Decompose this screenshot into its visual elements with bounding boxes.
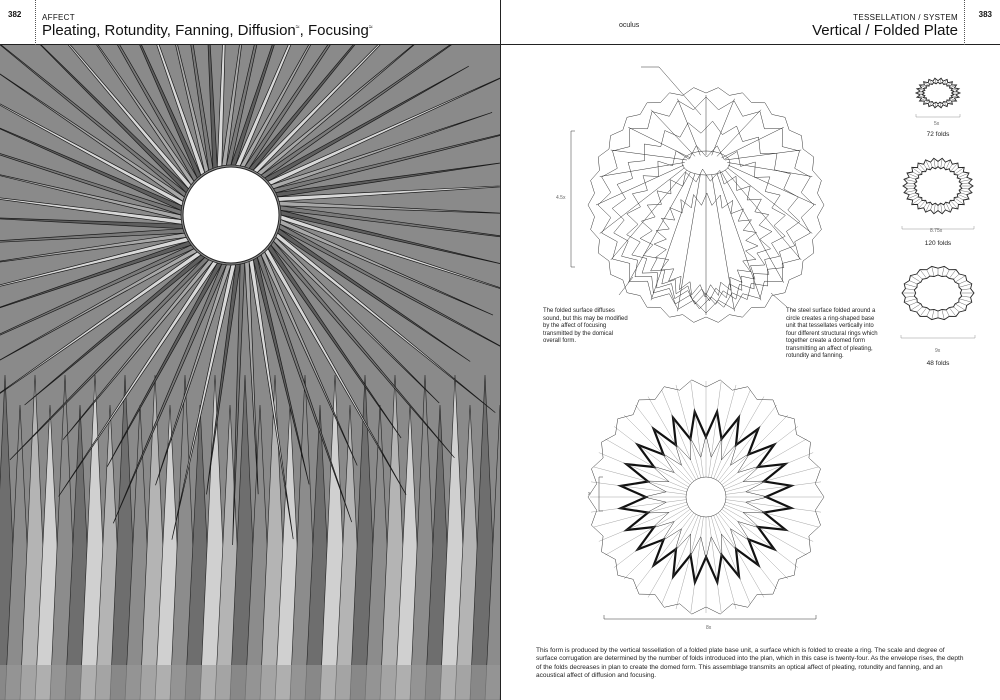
wave-icon: ≈ bbox=[368, 24, 373, 31]
wave-icon: ≈ bbox=[295, 24, 300, 31]
ring-1-caption: 72 folds bbox=[926, 131, 950, 138]
page-number-left: 382 bbox=[8, 10, 22, 19]
dome-drawings bbox=[501, 45, 1000, 700]
right-header bbox=[501, 0, 1000, 45]
plan-side-dimension: x bbox=[588, 491, 591, 497]
ring-3-dimension: 9x bbox=[935, 348, 941, 354]
page-number-right: 383 bbox=[978, 10, 992, 19]
title-part-2: , Focusing bbox=[299, 22, 369, 39]
diffusion-note: The folded surface diffuses sound, but this may be modified by the affect of focusing transmitted by the domical overall form. bbox=[543, 308, 628, 344]
section-label-left: AFFECT bbox=[42, 13, 75, 22]
ring-1-dimension: 5x bbox=[934, 121, 940, 127]
height-dimension: 4.5x bbox=[556, 195, 566, 201]
page-title-left bbox=[42, 22, 373, 39]
right-page bbox=[500, 0, 1000, 700]
plan-bottom-dimension: 8x bbox=[706, 625, 712, 631]
dome-interior-photo bbox=[0, 45, 500, 700]
ring-3-caption: 48 folds bbox=[926, 360, 950, 367]
structure-note: The steel surface folded around a circle creates a ring-shaped base unit that tessellates vertically into four different structural rings which together create a domed form transmitting an affect of pleating, rotundity and fanning. bbox=[786, 308, 878, 359]
ring-2-caption: 120 folds bbox=[924, 240, 952, 247]
title-part-1: Pleating, Rotundity, Fanning, Diffusion bbox=[42, 22, 296, 39]
left-header bbox=[0, 0, 500, 45]
header-divider bbox=[35, 0, 36, 45]
ring-2-dimension: 8.75x bbox=[930, 228, 943, 234]
header-divider bbox=[964, 0, 965, 45]
section-label-right: TESSELLATION / SYSTEM bbox=[853, 13, 958, 22]
page-title-right: Vertical / Folded Plate bbox=[812, 22, 958, 39]
oculus-label: oculus bbox=[619, 22, 640, 29]
body-text: This form is produced by the vertical tessellation of a folded plate base unit, a surface which is folded to create a ring. The scale and degree of surface corrugation are determined by the number of folds introduced into the plan, which in this case is twenty-four. As the envelope rises, the depth of the folds decreases in plan to create the domed form. This assemblage transmits an optical affect of pleating, rotundity and fanning, and an acoustical affect of diffusion and focusing. bbox=[536, 647, 964, 679]
